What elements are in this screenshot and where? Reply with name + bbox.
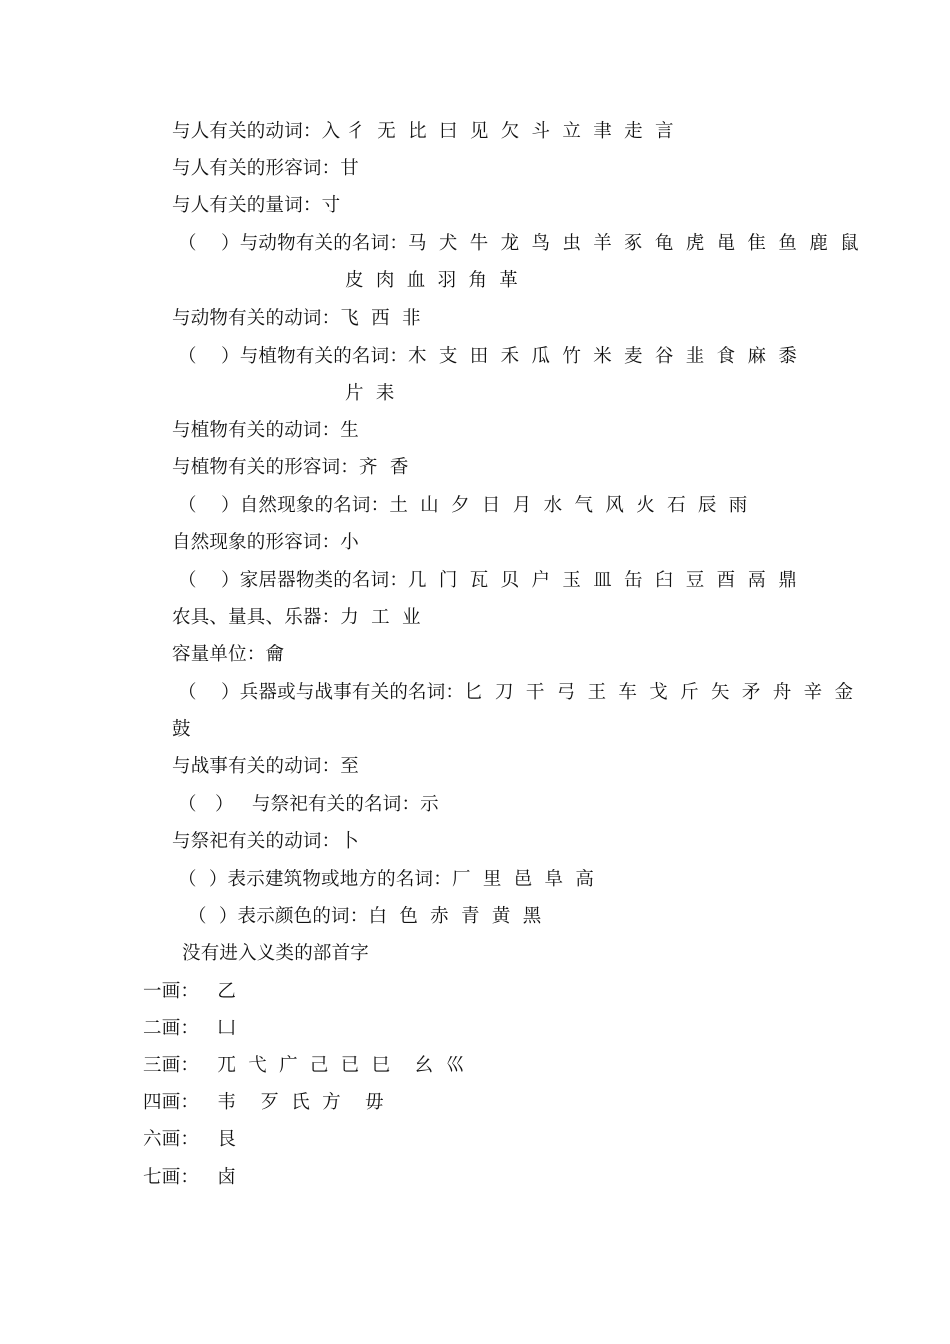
text-line-tools-instruments: 农具、量具、乐器：力 工 业 — [172, 607, 421, 628]
text-line-ritual-nouns: （ ） 与祭祀有关的名词：示 — [178, 794, 439, 815]
text-line-building-place-nouns: （ ）表示建筑物或地方的名词：厂 里 邑 阜 高 — [178, 869, 595, 890]
text-line-human-measure-words: 与人有关的量词：寸 — [172, 195, 341, 216]
text-line-animal-nouns-cont: 皮 肉 血 羽 角 革 — [345, 270, 519, 291]
text-line-plant-nouns-cont: 片 耒 — [345, 383, 395, 404]
text-line-war-verbs: 与战事有关的动词：至 — [172, 756, 360, 777]
text-line-stroke-1: 一画： 乙 — [143, 981, 237, 1002]
text-line-weapon-nouns-cont: 鼓 — [172, 719, 191, 740]
text-line-stroke-3: 三画： 兀 弋 广 己 已 巳 幺 巛 — [143, 1055, 465, 1076]
text-line-animal-nouns: （ ）与动物有关的名词：马 犬 牛 龙 鸟 虫 羊 豖 龟 虎 黾 隹 鱼 鹿 鼠 — [178, 233, 859, 254]
text-line-capacity-unit: 容量单位：龠 — [172, 644, 285, 665]
text-line-plant-verbs: 与植物有关的动词：生 — [172, 420, 360, 441]
text-line-stroke-4: 四画： 韦 歹 氏 方 毋 — [143, 1092, 384, 1113]
text-line-human-adjectives: 与人有关的形容词：甘 — [172, 158, 360, 179]
text-line-animal-verbs: 与动物有关的动词：飞 西 非 — [172, 308, 421, 329]
text-line-stroke-7: 七画： 卤 — [143, 1167, 237, 1188]
text-line-stroke-6: 六画： 艮 — [143, 1129, 237, 1150]
text-line-stroke-2: 二画： 凵 — [143, 1018, 237, 1039]
text-line-weapon-nouns: （ ）兵器或与战事有关的名词：匕 刀 干 弓 王 车 戈 斤 矢 矛 舟 辛 金 — [178, 682, 854, 703]
text-line-plant-nouns: （ ）与植物有关的名词：木 支 田 禾 瓜 竹 米 麦 谷 韭 食 麻 黍 — [178, 346, 798, 367]
text-line-plant-adjectives: 与植物有关的形容词：齐 香 — [172, 457, 409, 478]
text-line-household-nouns: （ ）家居器物类的名词：几 门 瓦 贝 户 玉 皿 缶 臼 豆 酉 鬲 鼎 — [178, 570, 798, 591]
text-line-human-verbs: 与人有关的动词：入 彳 无 比 曰 见 欠 斗 立 聿 走 言 — [172, 121, 674, 142]
text-line-nature-nouns: （ ）自然现象的名词：土 山 夕 日 月 水 气 风 火 石 辰 雨 — [178, 495, 748, 516]
text-line-color-words: （ ）表示颜色的词：白 色 赤 青 黄 黑 — [188, 906, 542, 927]
text-line-unclassified-heading: 没有进入义类的部首字 — [182, 943, 370, 964]
text-line-ritual-verbs: 与祭祀有关的动词：卜 — [172, 831, 360, 852]
text-line-nature-adjectives: 自然现象的形容词：小 — [172, 532, 360, 553]
